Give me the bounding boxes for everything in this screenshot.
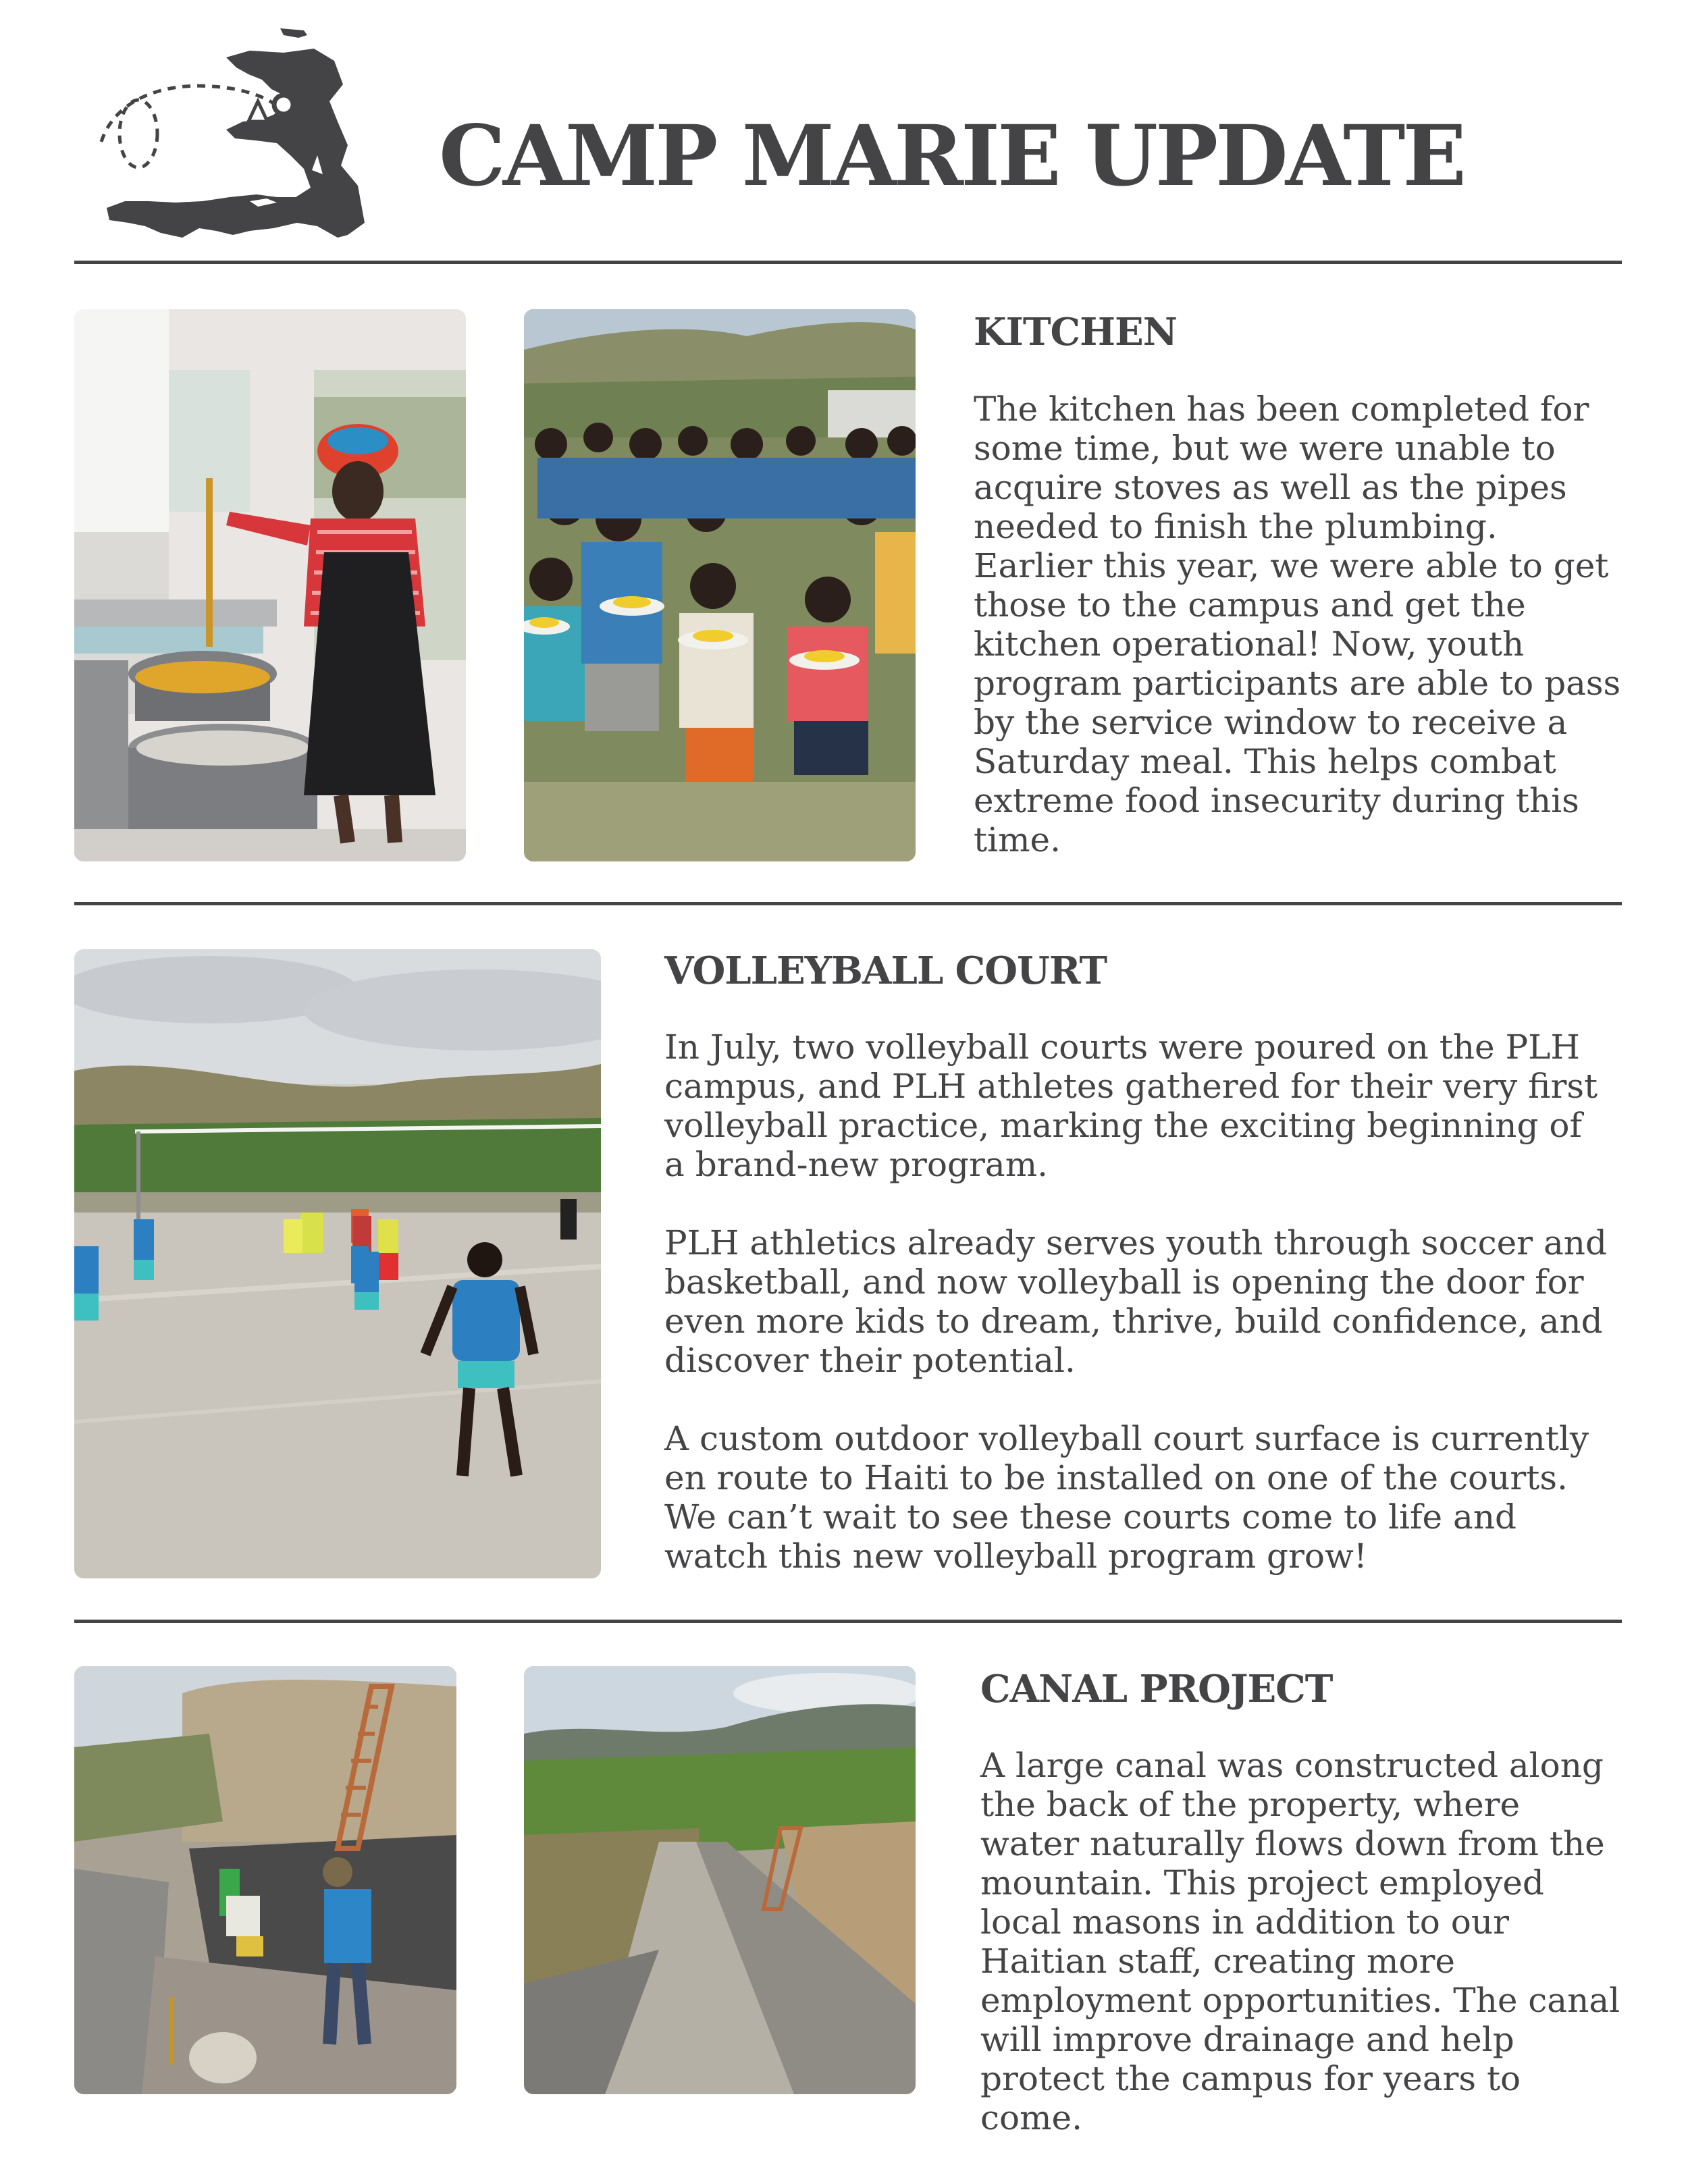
kitchen-body — [974, 390, 1622, 859]
volleyball-paragraph-3: A custom outdoor volleyball court surface is currently en route to Haiti to be installed on one of the courts. We can’t wait to see these courts come to life and watch this new volleyball program grow! — [664, 1419, 1589, 1576]
divider — [74, 902, 1622, 905]
canal-body — [980, 1746, 1629, 2137]
kitchen-paragraph: The kitchen has been completed for some time, but we were unable to acquire stoves as well as the pipes needed to finish the plumbing. Earlier this year, we were able to get those to the campus and get the kitchen operational! Now, youth program participants are able to pass by the service window to receive a Saturday meal. This helps combat extreme food insecurity during this time. — [974, 390, 1621, 859]
kitchen-cook-photo — [74, 309, 466, 861]
canal-paragraph: A large canal was constructed along the back of the property, where water naturally flows down from the mountain. This project employed local masons in addition to our Haitian staff, creating more employment opportunities. The canal will improve drainage and help protect the campus for years to come. — [980, 1746, 1620, 2137]
haiti-map-icon — [81, 20, 405, 250]
volleyball-body — [664, 1028, 1610, 1576]
canal-heading: CANAL PROJECT — [980, 1667, 1333, 1711]
canal-channel-photo — [524, 1666, 916, 2094]
divider — [74, 1620, 1622, 1623]
volleyball-court-photo — [74, 949, 601, 1578]
kitchen-heading: KITCHEN — [974, 310, 1177, 354]
divider — [74, 261, 1622, 264]
canal-masons-photo — [74, 1666, 456, 2094]
volleyball-paragraph-2: PLH athletics already serves youth through soccer and basketball, and now volleyball is opening the door for even more kids to dream, thrive, build confidence, and discover their potential. — [664, 1223, 1607, 1380]
kitchen-kids-photo — [524, 309, 916, 861]
page-title: CAMP MARIE UPDATE — [439, 107, 1464, 205]
volleyball-paragraph-1: In July, two volleyball courts were poured on the PLH campus, and PLH athletes gathered for their very first volleyball practice, marking the exciting beginning of a brand-new program. — [664, 1028, 1598, 1184]
volleyball-heading: VOLLEYBALL COURT — [664, 949, 1107, 993]
